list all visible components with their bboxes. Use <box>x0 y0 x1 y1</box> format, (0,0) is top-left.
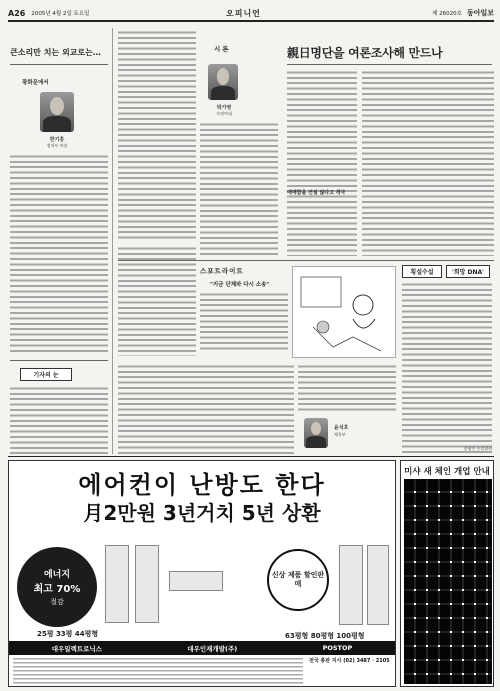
sale-badge: 신상 제품 할인판매 <box>267 549 329 611</box>
opinion-kicker: 시론 <box>214 45 231 53</box>
opinion-subhead: 애매함을 건설 않다고 적극 <box>287 190 346 196</box>
author-title: 정치부 차장 <box>46 143 68 148</box>
sports-text <box>200 292 288 352</box>
mid-divider <box>118 260 494 261</box>
side-ad-headline: 미샤 새 체인 개업 안내 <box>404 467 490 477</box>
box-dna-head: '희망 DNA' <box>446 265 490 278</box>
left-headline: 큰소리만 치는 외교로는… <box>10 48 101 57</box>
sports-author-title: 체육부 <box>334 432 346 437</box>
aircon-product-1 <box>105 545 129 623</box>
header-rule <box>8 20 494 22</box>
sports-author-name: 윤석호 <box>334 425 349 431</box>
logo-daewoo-electronics: 대우일렉트로닉스 <box>51 644 102 653</box>
aircon-product-2 <box>135 545 159 623</box>
sports-subtitle: "지금 단체와 다시 소송" <box>210 282 270 288</box>
logo-daewoo-hr: 대우인재개발(주) <box>187 644 238 653</box>
opinion-text-col2 <box>287 70 357 256</box>
sports-head: 스포트라이트 <box>200 267 244 275</box>
left-divider-2 <box>10 360 108 361</box>
opinion-author-name: 박가영 <box>216 105 232 111</box>
badge-line1: 에너지 <box>43 570 71 580</box>
issue-number: 제 26020호 <box>432 11 462 17</box>
side-ad-photo-grid <box>404 479 492 684</box>
aircon-product-4 <box>339 545 363 625</box>
sports-text-2 <box>298 364 396 414</box>
logo-postop: POSTOP <box>322 644 353 652</box>
left-bottom-text <box>10 386 108 456</box>
page-number: A26 <box>8 8 26 18</box>
left-body-text <box>10 154 108 354</box>
defense-article-text <box>118 364 294 454</box>
column-divider <box>112 28 113 454</box>
ad-sizes-left: 25평 33평 44평형 <box>37 630 99 638</box>
ad-phone: 전국 총판 지사 (02) 3487 · 2105 <box>309 658 390 664</box>
kicker-reporter-eye: 기자의 눈 <box>20 368 72 381</box>
editorial-cartoon <box>292 266 396 358</box>
opinion-author-title: 숙명여대 <box>216 111 232 116</box>
masthead-right <box>432 8 494 18</box>
box-opinion-head: 횡설수설 <box>402 265 442 278</box>
sports-author-photo <box>304 418 328 448</box>
newspaper-name: 동아일보 <box>466 9 494 17</box>
page-header <box>8 6 494 20</box>
issue-date: 2005년 4월 2일 토요일 <box>31 11 90 17</box>
ad-sizes-right: 63평형 80평형 100평형 <box>285 632 365 640</box>
box-opinion-text <box>402 282 492 454</box>
energy-badge <box>17 547 97 627</box>
ad-logo-bar <box>9 641 395 655</box>
ad-subheadline: 月2만원 3년거치 5년 상환 <box>83 501 321 525</box>
opinion-rule <box>287 64 492 65</box>
box-opinion-author: 송평인 논설위원 <box>463 446 492 451</box>
badge-line2: 최고 70% <box>33 584 81 595</box>
aircon-product-3 <box>169 571 223 591</box>
side-advertisement <box>400 460 494 687</box>
middle-body-text-2 <box>118 246 196 356</box>
opinion-text-col1 <box>200 122 278 256</box>
left-divider <box>10 64 108 65</box>
opinion-author-photo <box>208 64 238 100</box>
section-title: 오피니언 <box>226 8 261 18</box>
middle-body-text <box>118 30 196 240</box>
author-photo <box>40 92 74 132</box>
badge-line3: 절감 <box>50 598 64 606</box>
author-name: 한기흥 <box>49 137 65 143</box>
ad-divider <box>8 456 494 457</box>
aircon-advertisement <box>8 460 396 687</box>
aircon-product-5 <box>367 545 389 625</box>
ad-store-list <box>13 657 303 685</box>
opinion-headline: 親日명단을 여론조사해 만드나 <box>287 46 443 60</box>
ad-headline: 에어컨이 난방도 한다 <box>78 471 326 499</box>
column-name: 광화문에서 <box>22 80 49 86</box>
opinion-text-col3 <box>362 70 494 256</box>
